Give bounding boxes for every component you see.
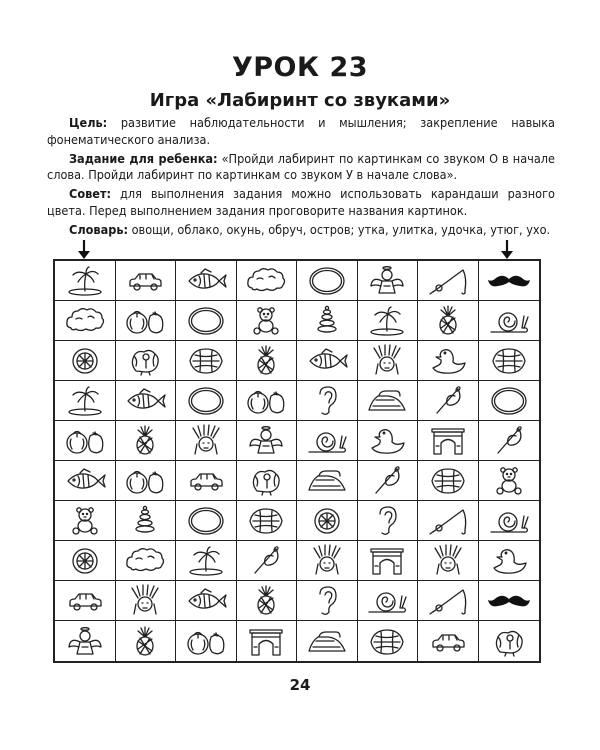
maze-cell[interactable] (237, 501, 298, 541)
arch-icon (243, 625, 289, 658)
angel-icon (243, 424, 289, 457)
pyramid-icon (304, 304, 350, 337)
maze-cell[interactable] (116, 501, 177, 541)
vocab-label: Словарь: (69, 221, 129, 237)
melon-icon (183, 344, 229, 377)
maze-cell[interactable] (237, 541, 298, 581)
maze-cell[interactable] (479, 461, 540, 501)
mustache-icon (486, 584, 532, 617)
veg-icon (183, 625, 229, 658)
orange-icon (62, 344, 108, 377)
maze-cell[interactable] (418, 261, 479, 301)
maze-cell[interactable] (358, 261, 419, 301)
indian-icon (364, 344, 410, 377)
ear-icon (304, 384, 350, 417)
indian-icon (122, 584, 168, 617)
pyramid-icon (122, 504, 168, 537)
indian-icon (304, 544, 350, 577)
island-icon (364, 304, 410, 337)
rod-icon (425, 584, 471, 617)
bear-icon (62, 504, 108, 537)
lesson-title: УРОК 23 (231, 52, 369, 83)
maze-cell[interactable] (297, 461, 358, 501)
maze-cell[interactable] (176, 621, 237, 661)
maze-cell[interactable] (479, 541, 540, 581)
advice-text: для выполнения задания можно использовать карандаши разного цвета. Перед выполнением задания проговорите названия картинок. (47, 186, 555, 218)
goal-text: развитие наблюдательности и мышления; закрепление навыка фонематического анализа. (47, 115, 555, 147)
indian-icon (183, 424, 229, 457)
maze-cell[interactable] (418, 541, 479, 581)
maze-cell[interactable] (479, 421, 540, 461)
maze-cell[interactable] (358, 421, 419, 461)
needle-icon (364, 464, 410, 497)
maze-cell[interactable] (116, 581, 177, 621)
orange-icon (304, 504, 350, 537)
maze-cell[interactable] (358, 341, 419, 381)
maze-cell[interactable] (55, 261, 116, 301)
maze-cell[interactable] (176, 341, 237, 381)
maze-cell[interactable] (55, 541, 116, 581)
maze-cell[interactable] (55, 581, 116, 621)
maze-cell[interactable] (297, 581, 358, 621)
car-icon (425, 625, 471, 658)
task-paragraph (47, 151, 555, 185)
maze-cell[interactable] (176, 381, 237, 421)
island-icon (62, 384, 108, 417)
maze-cell[interactable] (237, 621, 298, 661)
melon-icon (243, 504, 289, 537)
maze-cell[interactable] (479, 581, 540, 621)
maze-cell[interactable] (418, 381, 479, 421)
turkey-icon (486, 625, 532, 658)
maze-cell[interactable] (55, 501, 116, 541)
hoop-icon (183, 304, 229, 337)
maze-cell[interactable] (479, 501, 540, 541)
pineapple-icon (425, 304, 471, 337)
maze-cell[interactable] (116, 301, 177, 341)
cloud-icon (243, 264, 289, 297)
hoop-icon (183, 384, 229, 417)
maze-cell[interactable] (297, 421, 358, 461)
maze-cell[interactable] (176, 581, 237, 621)
veg-icon (122, 464, 168, 497)
maze-cell[interactable] (116, 541, 177, 581)
maze-cell[interactable] (116, 461, 177, 501)
maze-cell[interactable] (297, 341, 358, 381)
maze-cell[interactable] (55, 621, 116, 661)
goal-label: Цель: (69, 115, 108, 130)
advice-label: Совет: (69, 186, 112, 202)
maze-cell[interactable] (55, 341, 116, 381)
island-icon (183, 544, 229, 577)
maze-cell[interactable] (418, 341, 479, 381)
maze-cell[interactable] (176, 261, 237, 301)
duck-icon (486, 544, 532, 577)
maze-cell[interactable] (418, 421, 479, 461)
maze-cell[interactable] (479, 381, 540, 421)
rod-icon (425, 264, 471, 297)
maze-cell[interactable] (297, 301, 358, 341)
hoop-icon (183, 504, 229, 537)
maze-cell[interactable] (116, 341, 177, 381)
arch-icon (425, 424, 471, 457)
fish-icon (183, 584, 229, 617)
maze-cell[interactable] (358, 581, 419, 621)
hoop-icon (486, 384, 532, 417)
turkey-icon (243, 464, 289, 497)
task-label: Задание для ребенка: (69, 150, 218, 166)
page-number: 24 (289, 676, 311, 694)
pineapple-icon (243, 584, 289, 617)
angel-icon (62, 625, 108, 658)
snail-icon (486, 504, 532, 537)
needle-icon (486, 424, 532, 457)
advice-paragraph (47, 186, 555, 220)
angel-icon (364, 264, 410, 297)
arrow-down-icon (77, 240, 91, 260)
car-icon (183, 464, 229, 497)
maze-cell[interactable] (176, 501, 237, 541)
orange-icon (62, 544, 108, 577)
melon-icon (425, 464, 471, 497)
hoop-icon (304, 264, 350, 297)
maze-cell[interactable] (237, 261, 298, 301)
instructions (47, 115, 555, 241)
car-icon (122, 264, 168, 297)
maze-cell[interactable] (176, 421, 237, 461)
turkey-icon (122, 344, 168, 377)
maze-cell[interactable] (297, 621, 358, 661)
rod-icon (425, 504, 471, 537)
maze-cell[interactable] (418, 301, 479, 341)
maze-cell[interactable] (176, 541, 237, 581)
iron-icon (304, 464, 350, 497)
maze-cell[interactable] (418, 581, 479, 621)
goal-paragraph (47, 115, 555, 149)
fish-icon (304, 344, 350, 377)
maze-cell[interactable] (55, 461, 116, 501)
maze-cell[interactable] (297, 541, 358, 581)
duck-icon (364, 424, 410, 457)
island-icon (62, 264, 108, 297)
maze-cell[interactable] (358, 301, 419, 341)
maze-cell[interactable] (116, 261, 177, 301)
maze-cell[interactable] (237, 341, 298, 381)
maze-grid (53, 259, 541, 663)
maze-cell[interactable] (55, 421, 116, 461)
cloud-icon (122, 544, 168, 577)
task-text: «Пройди лабиринт по картинкам со звуком О в начале слова. Пройди лабиринт по картинкам со звуком У в начале слова». (47, 150, 555, 183)
snail-icon (304, 424, 350, 457)
bear-icon (486, 464, 532, 497)
fish-icon (183, 264, 229, 297)
ear-icon (304, 584, 350, 617)
maze-cell[interactable] (55, 381, 116, 421)
iron-icon (304, 625, 350, 658)
cloud-icon (62, 304, 108, 337)
needle-icon (243, 544, 289, 577)
veg-icon (122, 304, 168, 337)
arch-icon (364, 544, 410, 577)
maze-cell[interactable] (237, 461, 298, 501)
maze-cell[interactable] (237, 301, 298, 341)
maze-cell[interactable] (358, 621, 419, 661)
duck-icon (425, 344, 471, 377)
maze-cell[interactable] (358, 541, 419, 581)
fish-icon (122, 384, 168, 417)
maze-cell[interactable] (116, 421, 177, 461)
arrow-down-icon (500, 240, 514, 260)
maze-cell[interactable] (237, 421, 298, 461)
needle-icon (425, 384, 471, 417)
maze-cell[interactable] (55, 301, 116, 341)
lesson-subtitle: Игра «Лабиринт со звуками» (149, 90, 451, 111)
fish-icon (62, 464, 108, 497)
maze-cell[interactable] (297, 501, 358, 541)
maze-cell[interactable] (237, 581, 298, 621)
maze-cell[interactable] (116, 621, 177, 661)
vocab-text: овощи, облако, окунь, обруч, остров; утка, улитка, удочка, утюг, ухо. (128, 221, 551, 237)
maze-cell[interactable] (418, 461, 479, 501)
maze-cell[interactable] (358, 501, 419, 541)
maze-cell[interactable] (479, 301, 540, 341)
maze-cell[interactable] (297, 261, 358, 301)
iron-icon (364, 384, 410, 417)
melon-icon (486, 344, 532, 377)
maze-cell[interactable] (479, 341, 540, 381)
snail-icon (486, 304, 532, 337)
maze-cell[interactable] (358, 381, 419, 421)
maze-cell[interactable] (297, 381, 358, 421)
maze-cell[interactable] (358, 461, 419, 501)
maze-cell[interactable] (237, 381, 298, 421)
maze-cell[interactable] (479, 621, 540, 661)
maze-cell[interactable] (176, 301, 237, 341)
vocab-paragraph (47, 222, 555, 239)
car-icon (62, 584, 108, 617)
indian-icon (425, 544, 471, 577)
mustache-icon (486, 264, 532, 297)
snail-icon (364, 584, 410, 617)
pineapple-icon (122, 424, 168, 457)
maze-cell[interactable] (479, 261, 540, 301)
melon-icon (364, 625, 410, 658)
maze-cell[interactable] (116, 381, 177, 421)
maze-cell[interactable] (418, 501, 479, 541)
pineapple-icon (243, 344, 289, 377)
veg-icon (243, 384, 289, 417)
bear-icon (243, 304, 289, 337)
maze-cell[interactable] (176, 461, 237, 501)
maze-cell[interactable] (418, 621, 479, 661)
pineapple-icon (122, 625, 168, 658)
veg-icon (62, 424, 108, 457)
ear-icon (364, 504, 410, 537)
